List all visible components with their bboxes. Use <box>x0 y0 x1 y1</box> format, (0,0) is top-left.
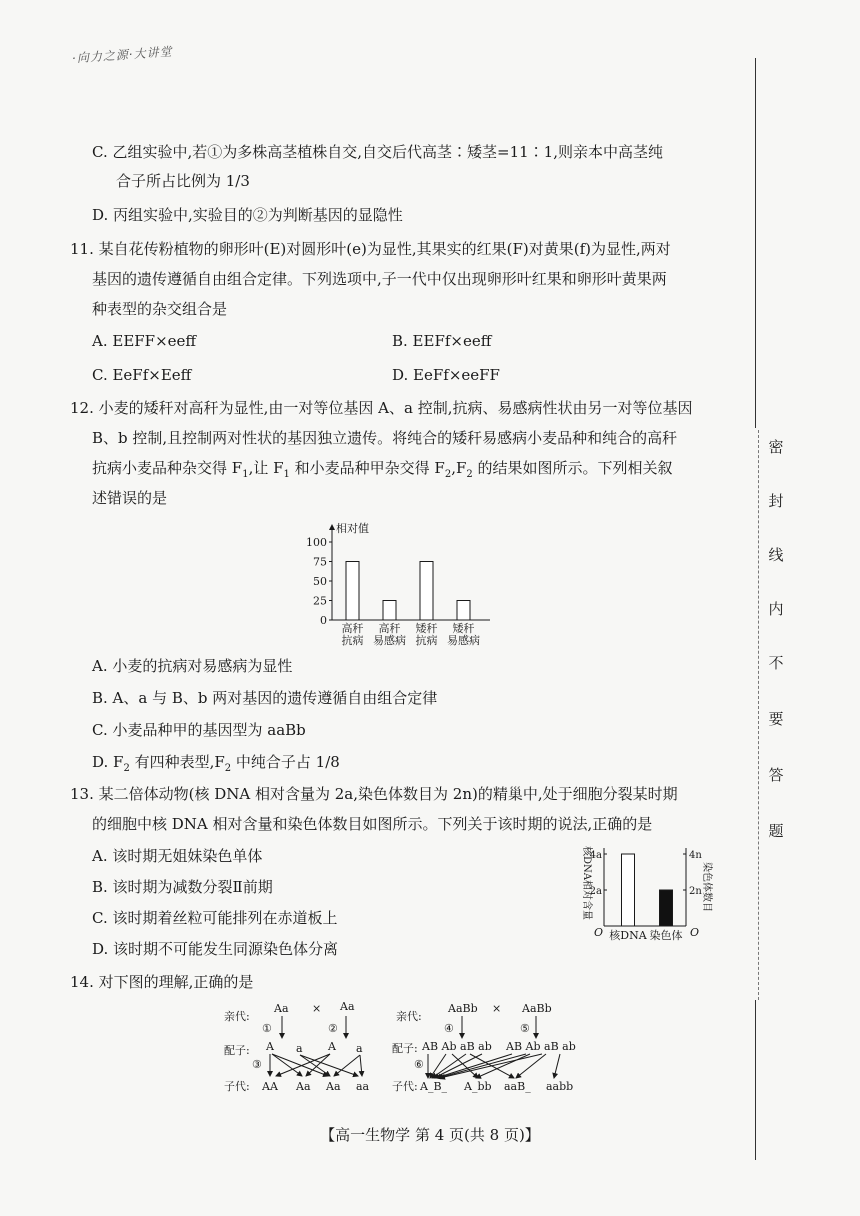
step-6-label: ⑥ <box>414 1058 424 1071</box>
origin-label: O <box>594 926 604 939</box>
bar <box>346 562 359 621</box>
q12-line2: B、b 控制,且控制两对性状的基因独立遗传。将纯合的矮秆易感病小麦品种和纯合的高秆 <box>92 429 678 447</box>
dna-chromosome-bar-chart <box>580 842 720 954</box>
left-offspring-2: Aa <box>296 1080 311 1093</box>
right-tick-label: 2n <box>689 886 702 897</box>
q12-option-b: B. A、a 与 B、b 两对基因的遗传遵循自由组合定律 <box>92 689 438 707</box>
right-offspring-4: aabb <box>546 1080 574 1093</box>
bar <box>622 854 635 926</box>
q10-option-d: D. 丙组实验中,实验目的②为判断基因的显隐性 <box>92 206 403 224</box>
right-axis-label: 染色体数目 <box>701 862 712 912</box>
q13-option-d: D. 该时期不可能发生同源染色体分离 <box>92 940 339 958</box>
seal-char-6: 要 <box>768 710 784 728</box>
q14-line1: 14. 对下图的理解,正确的是 <box>70 973 254 991</box>
left-parent-2: Aa <box>340 1000 355 1013</box>
q13-line2: 的细胞中核 DNA 相对含量和染色体数目如图所示。下列关于该时期的说法,正确的是 <box>92 815 653 833</box>
step-3-label: ③ <box>252 1058 262 1071</box>
q12-option-a: A. 小麦的抗病对易感病为显性 <box>92 657 293 675</box>
q12-option-c: C. 小麦品种甲的基因型为 aaBb <box>92 721 306 739</box>
seal-char-3: 线 <box>768 546 784 564</box>
step-1-label: ① <box>262 1022 272 1035</box>
right-parent-label: 亲代: <box>396 1010 422 1023</box>
y-tick-label: 25 <box>313 594 327 608</box>
seal-char-1: 密 <box>768 438 784 456</box>
header-mark: ·向力之源·大讲堂 <box>71 44 174 66</box>
seal-char-7: 答 <box>768 766 784 784</box>
x-tick-label: 染色体 <box>649 929 683 942</box>
left-parent-1: Aa <box>274 1002 289 1015</box>
right-gamete-label: 配子: <box>392 1042 418 1055</box>
x-tick-label: 易感病 <box>373 634 406 647</box>
q12-line4: 述错误的是 <box>92 489 168 507</box>
right-gametes-1: AB Ab aB ab <box>422 1040 492 1053</box>
q13-option-c: C. 该时期着丝粒可能排列在赤道板上 <box>92 909 338 927</box>
q11-line3: 种表型的杂交组合是 <box>92 300 228 318</box>
x-tick-label: 高秆 <box>378 622 401 635</box>
q11-option-a: A. EEFF×eeff <box>92 332 197 350</box>
left-offspring-4: aa <box>356 1080 370 1093</box>
step-5-label: ⑤ <box>520 1022 530 1035</box>
bar <box>457 601 470 621</box>
binding-line-top <box>755 58 756 428</box>
bar <box>420 562 433 621</box>
q12-line1: 12. 小麦的矮秆对高秆为显性,由一对等位基因 A、a 控制,抗病、易感病性状由另一对等位基因 <box>70 399 693 417</box>
seal-char-8: 题 <box>768 822 784 840</box>
left-gamete-4: a <box>356 1042 363 1055</box>
left-parent-label: 亲代: <box>224 1010 250 1023</box>
page-footer: 【高一生物学 第 4 页(共 8 页)】 <box>320 1126 540 1144</box>
step-4-label: ④ <box>444 1022 454 1035</box>
q13-line1: 13. 某二倍体动物(核 DNA 相对含量为 2a,染色体数目为 2n)的精巢中,处于细胞分裂某时期 <box>70 785 678 803</box>
q12-option-d: D. $F_2$ 有四种表型$,F_2$ 中纯合子占 1/8 <box>92 753 340 774</box>
q10-option-c-line1: C. 乙组实验中,若①为多株高茎植株自交,自交后代高茎∶矮茎=11∶1,则亲本中高茎纯 <box>92 143 663 161</box>
origin-label: O <box>690 926 700 939</box>
left-tick-label: 4a <box>589 850 602 861</box>
left-tick-label: 2a <box>589 886 602 897</box>
bar <box>383 601 396 621</box>
right-parent-1: AaBb <box>448 1002 478 1015</box>
y-tick-label: 75 <box>313 555 327 569</box>
left-gamete-label: 配子: <box>224 1044 250 1057</box>
right-cross-sign: × <box>492 1002 502 1015</box>
y-tick-label: 0 <box>320 614 327 627</box>
right-gametes-2: AB Ab aB ab <box>506 1040 576 1053</box>
left-gamete-2: a <box>296 1042 303 1055</box>
right-tick-label: 4n <box>689 850 702 861</box>
y-axis-label: 相对值 <box>336 522 369 535</box>
x-tick-label: 高秆 <box>341 622 364 635</box>
q11-option-d: D. EeFf×eeFF <box>392 366 500 384</box>
q12-line3: 抗病小麦品种杂交得 $F_1$,让 $F_1$ 和小麦品种甲杂交得 $F_2,F_2$ 的结果如图所示。下列相关叙 <box>92 459 673 480</box>
genetic-cross-diagram <box>220 998 600 1098</box>
x-tick-label: 抗病 <box>341 634 364 647</box>
x-tick-label: 易感病 <box>447 634 480 647</box>
seal-char-2: 封 <box>768 492 784 510</box>
right-offspring-1: A_B_ <box>420 1080 448 1093</box>
left-axis-label: 核DNA相对含量 <box>581 846 592 920</box>
x-tick-label: 核DNA <box>609 929 647 942</box>
x-tick-label: 矮秆 <box>452 622 475 635</box>
y-axis-arrow <box>329 524 335 530</box>
left-offspring-label: 子代: <box>224 1080 250 1093</box>
x-tick-label: 抗病 <box>415 634 438 647</box>
left-offspring-1: AA <box>262 1080 278 1093</box>
x-tick-label: 矮秆 <box>415 622 438 635</box>
right-offspring-3: aaB_ <box>504 1080 531 1093</box>
q11-line1: 11. 某自花传粉植物的卵形叶(E)对圆形叶(e)为显性,其果实的红果(F)对黄果(f)为显性,两对 <box>70 240 671 258</box>
seal-char-5: 不 <box>768 654 784 672</box>
left-offspring-3: Aa <box>326 1080 341 1093</box>
left-gamete-3: A <box>328 1040 336 1053</box>
q11-option-c: C. EeFf×Eeff <box>92 366 192 384</box>
step-2-label: ② <box>328 1022 338 1035</box>
left-gamete-1: A <box>266 1040 274 1053</box>
right-parent-2: AaBb <box>522 1002 552 1015</box>
left-cross-sign: × <box>312 1002 322 1015</box>
y-tick-label: 100 <box>306 536 327 549</box>
q10-option-c-line2: 合子所占比例为 1/3 <box>116 172 250 190</box>
right-offspring-label: 子代: <box>392 1080 418 1093</box>
q13-option-a: A. 该时期无姐妹染色单体 <box>92 847 263 865</box>
binding-line-middle <box>758 430 760 1000</box>
seal-char-4: 内 <box>768 600 784 618</box>
q11-option-b: B. EEFf×eeff <box>392 332 492 350</box>
right-offspring-2: A_bb <box>464 1080 492 1093</box>
q11-line2: 基因的遗传遵循自由组合定律。下列选项中,子一代中仅出现卵形叶红果和卵形叶黄果两 <box>92 270 667 288</box>
q13-option-b: B. 该时期为减数分裂Ⅱ前期 <box>92 878 273 896</box>
y-tick-label: 50 <box>313 575 327 588</box>
bar <box>660 890 673 926</box>
relative-value-bar-chart <box>290 520 510 652</box>
